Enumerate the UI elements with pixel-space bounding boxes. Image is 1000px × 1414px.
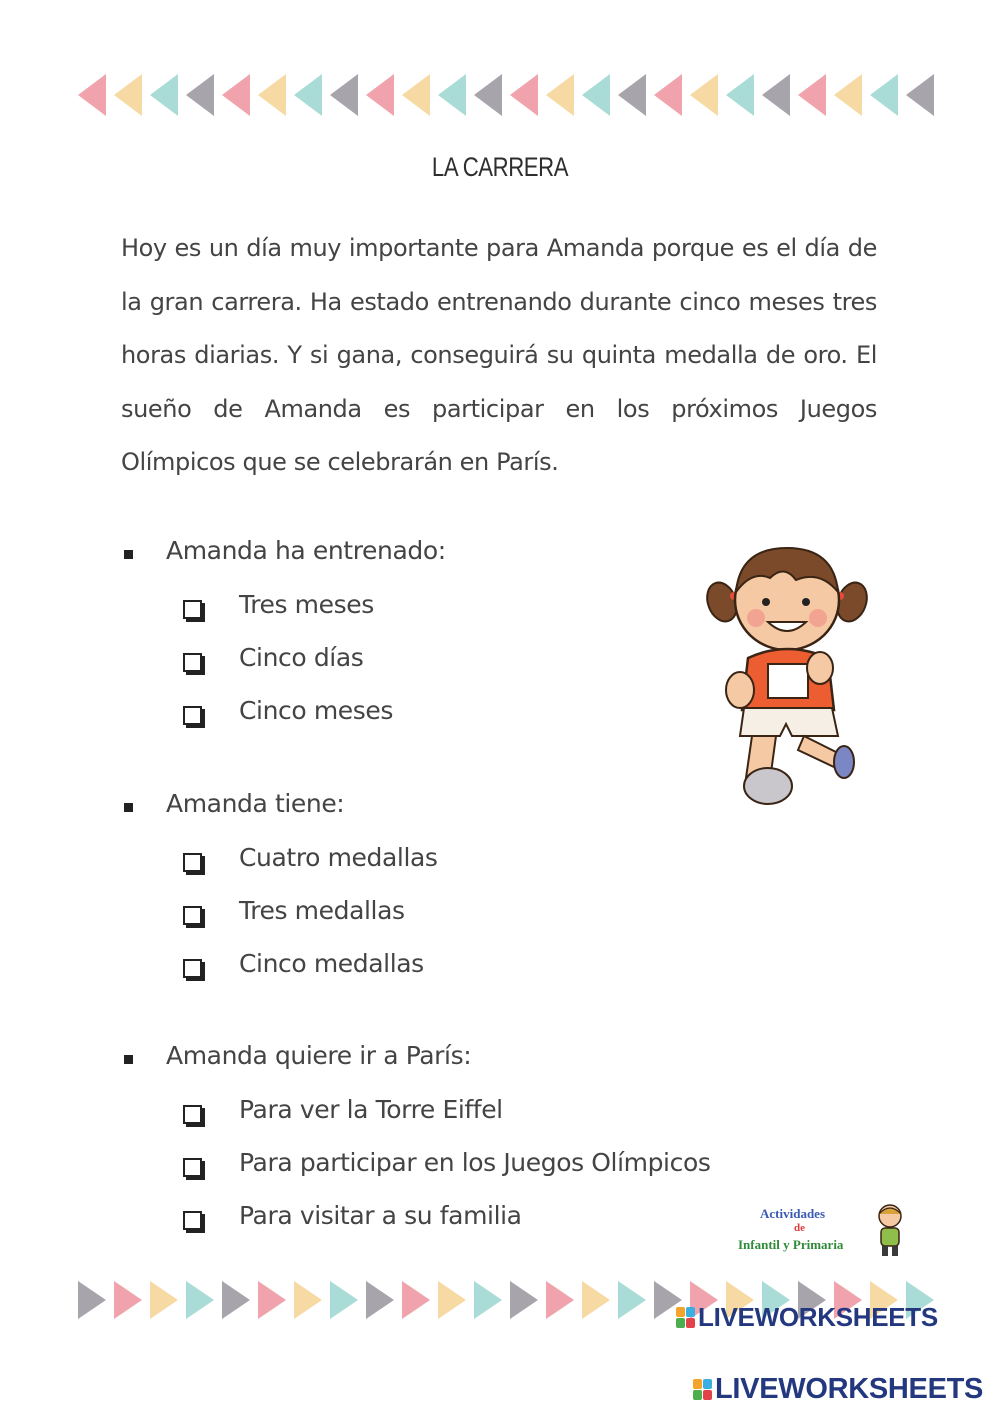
checkbox-icon[interactable] <box>183 1158 202 1177</box>
bunting-flag <box>222 1281 250 1319</box>
bunting-flag <box>222 74 250 116</box>
bunting-flag <box>618 74 646 116</box>
option-row[interactable] <box>121 1201 681 1260</box>
option-row[interactable] <box>121 643 681 702</box>
bunting-flag <box>114 1281 142 1319</box>
checkbox-icon[interactable] <box>183 1105 202 1124</box>
bunting-flag <box>510 1281 538 1319</box>
question-label: Amanda ha entrenado: <box>166 536 446 565</box>
bunting-flag <box>438 1281 466 1319</box>
option-label: Para participar en los Juegos Olímpicos <box>239 1148 711 1177</box>
running-girl-illustration <box>700 540 875 815</box>
logo-kid-icon <box>870 1202 910 1260</box>
checkbox-icon[interactable] <box>183 1211 202 1230</box>
story-paragraph: Hoy es un día muy importante para Amanda porque es el día de la gran carrera. Ha estado entrenando durante cinco meses tres horas diarias. Y si gana, conseguirá su quinta medalla de oro. El sueño de Amanda es participar en los próximos Juegos Olímpicos que se celebrarán en París. <box>121 234 877 476</box>
option-row[interactable] <box>121 696 681 755</box>
question-label: Amanda tiene: <box>166 789 345 818</box>
option-label: Cinco meses <box>239 696 393 725</box>
option-label: Cinco días <box>239 643 364 672</box>
bunting-flag <box>78 74 106 116</box>
bunting-flag <box>546 74 574 116</box>
bunting-flag <box>366 1281 394 1319</box>
publisher-logo <box>732 1200 912 1262</box>
bullet-icon <box>124 550 133 559</box>
question-3 <box>121 1041 711 1260</box>
option-label: Tres medallas <box>239 896 405 925</box>
question-label: Amanda quiere ir a París: <box>166 1041 472 1070</box>
checkbox-icon[interactable] <box>183 906 202 925</box>
bunting-flag <box>294 1281 322 1319</box>
bunting-flag <box>114 74 142 116</box>
bunting-flag <box>582 74 610 116</box>
bunting-flag <box>150 1281 178 1319</box>
option-row[interactable] <box>121 896 681 955</box>
bunting-flag <box>618 1281 646 1319</box>
logo-line-3: Infantil y Primaria <box>738 1237 844 1252</box>
liveworksheets-logo-icon <box>676 1307 696 1329</box>
bunting-flag <box>258 1281 286 1319</box>
bunting-flag <box>294 74 322 116</box>
worksheet-title: LA CARRERA <box>431 152 569 182</box>
liveworksheets-text: LIVEWORKSHEETS <box>698 1302 938 1332</box>
checkbox-icon[interactable] <box>183 706 202 725</box>
checkbox-icon[interactable] <box>183 600 202 619</box>
question-1 <box>121 536 681 755</box>
option-row[interactable] <box>121 949 681 1008</box>
option-label: Para ver la Torre Eiffel <box>239 1095 503 1124</box>
bullet-icon <box>124 803 133 812</box>
bunting-flag <box>186 74 214 116</box>
bunting-flag <box>330 74 358 116</box>
bunting-flag <box>150 74 178 116</box>
bullet-icon <box>124 1055 133 1064</box>
bunting-flag <box>654 74 682 116</box>
checkbox-icon[interactable] <box>183 653 202 672</box>
bunting-flag <box>510 74 538 116</box>
option-row[interactable] <box>121 843 681 902</box>
bunting-flag <box>78 1281 106 1319</box>
bunting-flag <box>330 1281 358 1319</box>
bunting-flag <box>546 1281 574 1319</box>
bunting-flag <box>438 74 466 116</box>
option-label: Cuatro medallas <box>239 843 438 872</box>
logo-line-1: Actividades <box>760 1206 825 1221</box>
option-row[interactable] <box>121 590 681 649</box>
bunting-flag <box>474 74 502 116</box>
logo-line-2: de <box>794 1222 805 1234</box>
option-row[interactable] <box>121 1148 711 1207</box>
bunting-flag <box>690 74 718 116</box>
bunting-flag <box>402 1281 430 1319</box>
question-2 <box>121 789 681 1008</box>
option-label: Tres meses <box>239 590 374 619</box>
liveworksheets-footer-logo[interactable] <box>693 1373 983 1406</box>
top-bunting-decoration <box>0 70 1000 122</box>
bunting-flag <box>402 74 430 116</box>
liveworksheets-text: LIVEWORKSHEETS <box>715 1373 984 1405</box>
bunting-flag <box>726 74 754 116</box>
checkbox-icon[interactable] <box>183 853 202 872</box>
liveworksheets-logo-icon <box>693 1379 713 1401</box>
bunting-flag <box>366 74 394 116</box>
bunting-flag <box>834 74 862 116</box>
bunting-flag <box>762 74 790 116</box>
bunting-flag <box>582 1281 610 1319</box>
option-label: Cinco medallas <box>239 949 424 978</box>
liveworksheets-watermark <box>676 1302 938 1333</box>
bunting-flag <box>186 1281 214 1319</box>
option-label: Para visitar a su familia <box>239 1201 522 1230</box>
bunting-flag <box>258 74 286 116</box>
bunting-flag <box>906 74 934 116</box>
bunting-flag <box>870 74 898 116</box>
bunting-flag <box>474 1281 502 1319</box>
checkbox-icon[interactable] <box>183 959 202 978</box>
option-row[interactable] <box>121 1095 681 1154</box>
bunting-flag <box>798 74 826 116</box>
